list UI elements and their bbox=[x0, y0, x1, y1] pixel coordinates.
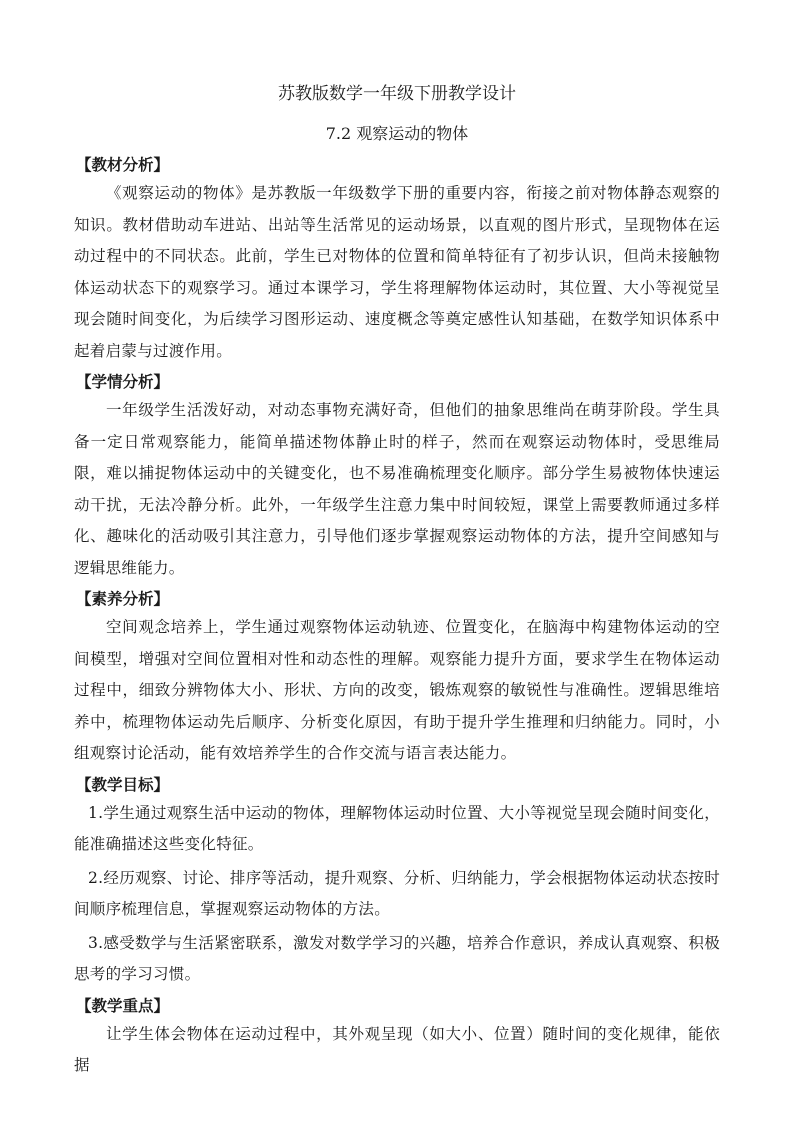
paragraph-textbook-analysis: 《观察运动的物体》是苏教版一年级数学下册的重要内容，衔接之前对物体静态观察的知识。教材借助动车进站、出站等生活常见的运动场景，以直观的图片形式，呈现物体在运动过程中的不同状态。此前，学生已对物体的位置和简单特征有了初步认识，但尚未接触物体运动状态下的观察学习。通过本课学习，学生将理解物体运动时，其位置、大小等视觉呈现会随时间变化，为后续学习图形运动、速度概念等奠定感性认知基础，在数学知识体系中起着启蒙与过渡作用。 bbox=[74, 184, 720, 360]
section-key-points bbox=[74, 993, 720, 1082]
section-heading-teaching-goals: 【教学目标】 bbox=[76, 775, 170, 794]
section-teaching-goals bbox=[74, 772, 720, 991]
section-student-analysis bbox=[74, 369, 720, 584]
section-textbook-analysis bbox=[74, 152, 720, 367]
teaching-goal-item: 1.学生通过观察生活中运动的物体，理解物体运动时位置、大小等视觉呈现会随时间变化，能准确描述这些变化特征。 bbox=[74, 803, 720, 853]
section-heading-student-analysis: 【学情分析】 bbox=[76, 373, 170, 391]
document-content bbox=[74, 80, 720, 1084]
teaching-goal-item: 3.感受数学与生活紧密联系，激发对数学学习的兴趣，培养合作意识，养成认真观察、积极思考的学习习惯。 bbox=[74, 933, 720, 983]
teaching-goal-item: 2.经历观察、讨论、排序等活动，提升观察、分析、归纳能力，学会根据物体运动状态按时间顺序梳理信息，掌握观察运动物体的方法。 bbox=[74, 868, 720, 918]
document-subtitle: 7.2 观察运动的物体 bbox=[325, 124, 469, 143]
paragraph-literacy-analysis: 空间观念培养上，学生通过观察物体运动轨迹、位置变化，在脑海中构建物体运动的空间模型，增强对空间位置相对性和动态性的理解。观察能力提升方面，要求学生在物体运动过程中，细致分辨物体大小、形状、方向的改变，锻炼观察的敏锐性与准确性。逻辑思维培养中，梳理物体运动先后顺序、分析变化原因，有助于提升学生推理和归纳能力。同时，小组观察讨论活动，能有效培养学生的合作交流与语言表达能力。 bbox=[74, 618, 720, 762]
section-literacy-analysis bbox=[74, 586, 720, 770]
paragraph-key-points: 让学生体会物体在运动过程中，其外观呈现（如大小、位置）随时间的变化规律，能依据 bbox=[74, 1024, 720, 1074]
paragraph-student-analysis: 一年级学生活泼好动，对动态事物充满好奇，但他们的抽象思维尚在萌芽阶段。学生具备一定日常观察能力，能简单描述物体静止时的样子，然而在观察运动物体时，受思维局限，难以捕捉物体运动中的关键变化，也不易准确梳理变化顺序。部分学生易被物体快速运动干扰，无法冷静分析。此外，一年级学生注意力集中时间较短，课堂上需要教师通过多样化、趣味化的活动吸引其注意力，引导他们逐步掌握观察运动物体的方法，提升空间感知与逻辑思维能力。 bbox=[74, 401, 720, 577]
section-heading-key-points: 【教学重点】 bbox=[76, 996, 170, 1015]
document-title: 苏教版数学一年级下册教学设计 bbox=[278, 84, 516, 104]
section-heading-literacy-analysis: 【素养分析】 bbox=[76, 590, 170, 608]
section-heading-textbook-analysis: 【教材分析】 bbox=[76, 156, 170, 174]
